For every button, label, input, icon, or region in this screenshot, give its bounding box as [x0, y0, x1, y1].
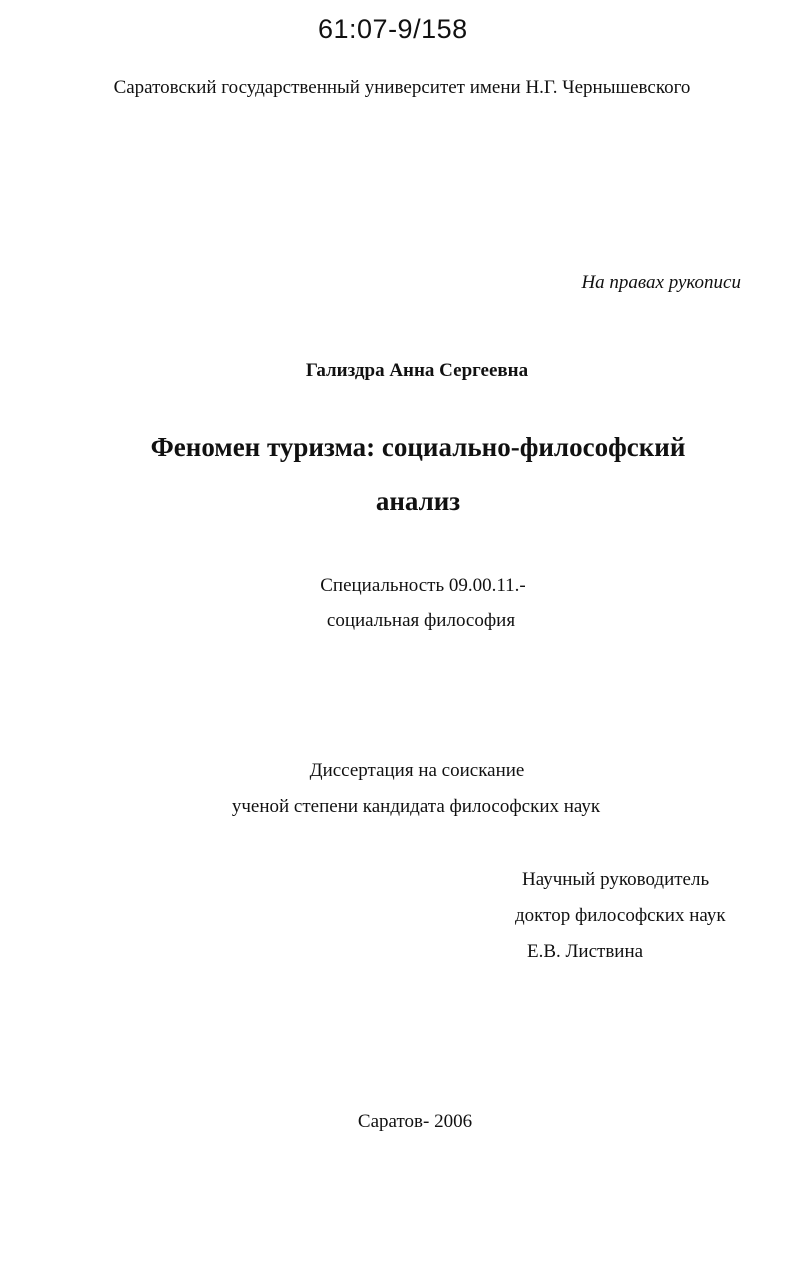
university-name: Саратовский государственный университет имени Н.Г. Чернышевского	[113, 77, 691, 98]
specialty-code: Специальность 09.00.11.-	[320, 575, 526, 596]
advisor-degree: доктор философских наук	[515, 905, 726, 926]
dissertation-type-line-1: Диссертация на соискание	[309, 760, 525, 781]
dissertation-type-line-2: ученой степени кандидата философских наук	[231, 796, 601, 817]
archive-stamp-code: 61:07-9/158	[318, 14, 468, 44]
dissertation-title-line-1: Феномен туризма: социально-философский	[150, 432, 686, 462]
advisor-name: Е.В. Листвина	[527, 941, 644, 962]
city-and-year: Саратов- 2006	[357, 1111, 473, 1132]
manuscript-note: На правах рукописи	[581, 272, 741, 293]
advisor-role: Научный руководитель	[522, 869, 710, 890]
specialty-name: социальная философия	[326, 610, 516, 631]
dissertation-title-line-2: анализ	[375, 486, 461, 516]
author-name: Гализдра Анна Сергеевна	[305, 360, 529, 381]
